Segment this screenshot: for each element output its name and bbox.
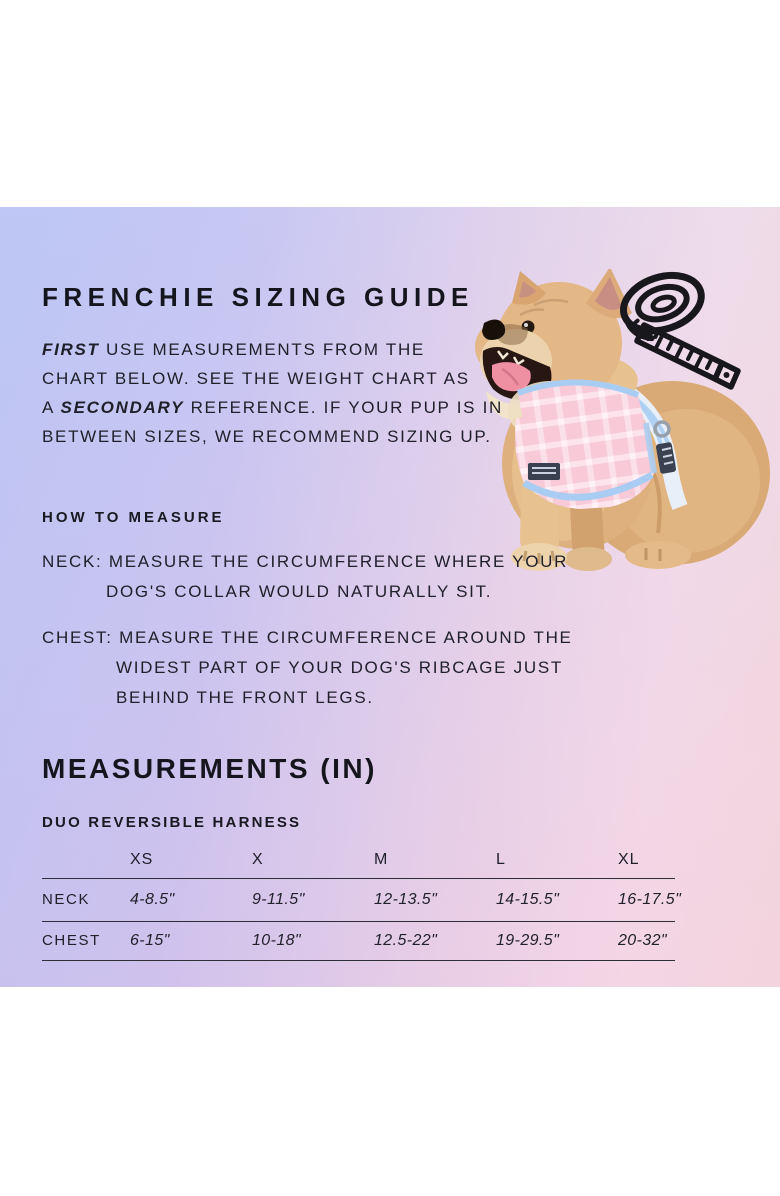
- intro-line: BETWEEN SIZES, WE RECOMMEND SIZING UP.: [42, 427, 492, 446]
- measure-line: NECK: MEASURE THE CIRCUMFERENCE WHERE YOUR: [42, 552, 569, 571]
- size-table: [42, 845, 682, 961]
- measure-line: BEHIND THE FRONT LEGS.: [116, 688, 374, 707]
- page-title: FRENCHIE SIZING GUIDE: [42, 282, 474, 312]
- measure-line: CHEST: MEASURE THE CIRCUMFERENCE AROUND THE: [42, 628, 573, 647]
- table-cell: 10-18": [252, 932, 302, 949]
- table-col-header: XS: [130, 851, 154, 868]
- intro-line: A SECONDARY REFERENCE. IF YOUR PUP IS IN: [42, 398, 503, 417]
- intro-line: FIRST USE MEASUREMENTS FROM THE: [42, 340, 425, 359]
- table-row-label: CHEST: [42, 932, 101, 949]
- table-row-label: NECK: [42, 891, 91, 908]
- table-cell: 14-15.5": [496, 891, 560, 908]
- table-cell: 4-8.5": [130, 891, 175, 908]
- table-cell: 19-29.5": [496, 932, 560, 949]
- measuring-tape-icon: [618, 267, 763, 391]
- measure-label: CHEST:: [42, 628, 113, 647]
- measure-label: NECK:: [42, 552, 103, 571]
- table-cell: 9-11.5": [252, 891, 305, 908]
- intro-paragraph: [42, 335, 503, 451]
- table-cell: 6-15": [130, 932, 170, 949]
- table-cell: 16-17.5": [618, 891, 682, 908]
- sizing-guide-card: [0, 207, 780, 987]
- table-col-header: L: [496, 851, 506, 868]
- measurements-heading: MEASUREMENTS (IN): [42, 753, 377, 784]
- table-row-chest: [42, 922, 675, 961]
- table-cell: 20-32": [618, 932, 668, 949]
- measure-instruction-neck: [42, 547, 568, 607]
- table-cell: 12-13.5": [374, 891, 438, 908]
- measure-line: DOG'S COLLAR WOULD NATURALLY SIT.: [106, 582, 493, 601]
- table-row-neck: [42, 879, 682, 922]
- table-col-header: M: [374, 851, 389, 868]
- table-cell: 12.5-22": [374, 932, 438, 949]
- product-name: DUO REVERSIBLE HARNESS: [42, 814, 302, 831]
- intro-line: CHART BELOW. SEE THE WEIGHT CHART AS: [42, 369, 470, 388]
- measure-instruction-chest: [42, 623, 573, 713]
- how-to-measure-heading: HOW TO MEASURE: [42, 509, 225, 526]
- table-col-header: X: [252, 851, 264, 868]
- table-header-row: [42, 845, 675, 879]
- measure-line: WIDEST PART OF YOUR DOG'S RIBCAGE JUST: [116, 658, 563, 677]
- table-col-header: XL: [618, 851, 640, 868]
